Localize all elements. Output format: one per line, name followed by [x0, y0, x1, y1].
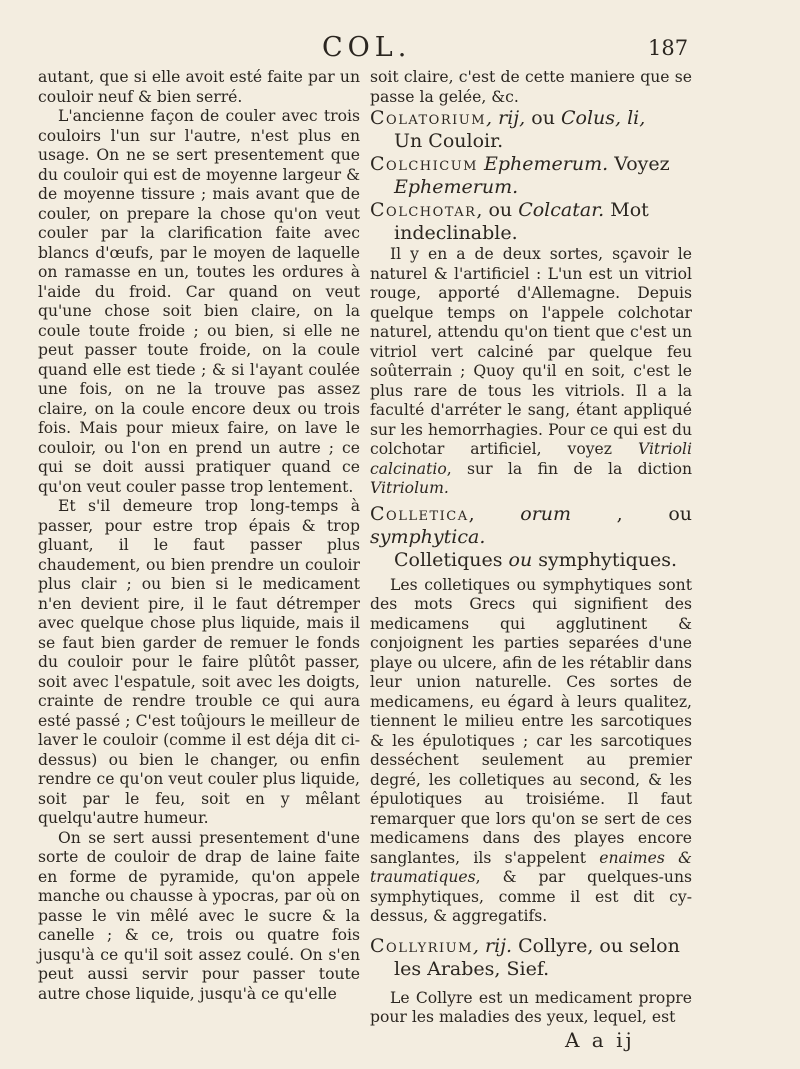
entry-or: ou [531, 107, 561, 129]
page-number: 187 [648, 36, 689, 60]
paragraph: On se sert aussi presentement d'une sorte de couloir de drap de laine faite en forme de pyramide, qu'on appele manche ou chausse à ypocras, par où on passe le vin mêlé avec le sucre & la canelle ; & ce, trois ou quatre fois jusqu'à ce qu'il soit assez coulé. On s'en peut aussi servir pour passer toute autre chose liquide, jusqu'à ce qu'elle [38, 828, 360, 1003]
gloss-part: symphytiques. [532, 548, 678, 571]
entry-colatorium [370, 107, 692, 153]
paragraph: Et s'il demeure trop long-temps à passer, pour estre trop épais & trop gluant, il le faut passer plus chaudement, ou bien prendre un couloir plus clair ; ou bien si le medicament n'en devient pire, il le faut détremper avec quelque chose plus liquide, mais il se faut bien garder de remuer le fonds du couloir pour le faire plûtôt passer, soit avec l'espatule, soit avec les doigts, crainte de rendre trouble ce qui aura esté passé ; C'est toûjours le meilleur de laver le couloir (comme il est déja dit ci-dessus) ou bien le changer, ou enfin rendre ce qu'on veut couler plus liquide, soit par le feu, soit en y mêlant quelqu'autre humeur. [38, 497, 360, 827]
entry-term: Collyrium [370, 934, 473, 957]
entry-ref: Ephemerum. [394, 176, 519, 198]
paragraph: L'ancienne façon de couler avec trois couloirs l'un sur l'autre, n'est plus en usage. On ne se sert presentement que du couloir qui est de moyenne largeur & de moyenne tissure ; mais avant que de couler, on prepare la chose qu'on veut couler par la clarification faite avec blancs d'œufs, par le moyen de laquelle on ramasse en un, toutes les ordures à l'aide du froid. Car quand on veut qu'une chose soit bien claire, on la coule toute froide ; ou bien, si elle ne peut passer toute froide, on la coule quand elle est tiede ; & si l'ayant coulée une fois, on ne la trouve pas assez claire, on la coule encore deux ou trois fois. Mais pour mieux faire, on lave le couloir, ou l'on en prend un autre ; ce qui se doit aussi pratiquer quand ce qu'on veut couler passe trop lentement. [38, 107, 360, 496]
text-run: Les colletiques ou symphytiques sont des mots Grecs qui signifient des medicamens qui agglutinent & conjoignent les parties separées d'une playe ou ulcere, afin de les rétablir dans leur union naturelle. Ces sortes de medicamens, eu égard à leurs qualitez, tiennent le milieu entre les sarcotiques & les épulotiques ; car les sarcotiques desséchent seulement au premier degré, les colletiques au second, & les épulotiques au troisiéme. Il faut remarquer que lors qu'on se sert de ces medicamens dans des playes encore sanglantes, ils s'appelent [370, 575, 692, 867]
running-title: COL. [322, 32, 412, 63]
entry-latin: Ephemerum. [477, 153, 609, 175]
text-run: Il y en a de deux sortes, sçavoir le naturel & l'artificiel : L'un est un vitriol rouge, apporté d'Allemagne. Depuis quelque temps on l'appele colchotar naturel, attendu qu'on tient que c'est un vitriol vert calciné par quelque feu soûterrain ; Quoy qu'il en soit, c'est le plus rare de tous les vitriols. Il a la faculté d'arréter le sang, étant appliqué sur les hemorrhagies. Pour ce qui est du colchotar artificiel, voyez [370, 245, 692, 458]
entry-alt: Colus [560, 107, 616, 129]
gloss-part: Colletiques [394, 548, 509, 571]
entry-collyrium [370, 935, 692, 981]
entry-abbr: , rij. [472, 934, 519, 957]
entry-plural: orum [520, 502, 572, 525]
signature-mark: A a ij [565, 1028, 635, 1052]
cross-reference: Vitrioli calcinatio [370, 440, 692, 478]
entry-term: Colchotar [370, 199, 477, 221]
running-head [0, 32, 800, 68]
entry-gloss [370, 549, 692, 572]
entry-gloss: Un Couloir. [394, 130, 504, 152]
entry-sep: , ou [571, 502, 692, 525]
entry-alt: Colcatar. [518, 199, 605, 221]
paragraph [370, 576, 692, 927]
text-run: , & par quelques-uns symphytiques, comme il est dit cy-dessus, & aggregatifs. [370, 868, 692, 925]
left-column [38, 68, 360, 1004]
italic-term: enaimes & traumatiques [370, 848, 692, 886]
cross-reference: Vitriolum. [370, 479, 449, 497]
paragraph: soit claire, c'est de cette maniere que se passe la gelée, &c. [370, 68, 692, 106]
entry-term: Colletica [370, 502, 469, 525]
entry-alt: symphytica. [370, 525, 486, 548]
entry-note-cont: indeclinable. [394, 222, 518, 244]
entry-see: Voyez [608, 153, 670, 175]
entry-colchicum [370, 153, 692, 199]
entry-alt-abbr: , li, [615, 107, 646, 129]
entry-sep: , [468, 502, 521, 525]
paragraph: autant, que si elle avoit esté faite par un couloir neuf & bien serré. [38, 68, 360, 106]
entry-colletica [370, 503, 692, 572]
text-run: , sur la fin de la diction [446, 459, 692, 478]
entry-note: Mot [604, 199, 649, 221]
gloss-or: ou [508, 548, 533, 571]
entry-abbr: , rij, [486, 107, 532, 129]
entry-gloss: Collyre, ou selon [518, 934, 680, 957]
paragraph [370, 245, 692, 499]
right-column [370, 68, 692, 1028]
entry-term: Colchicum [370, 153, 478, 175]
entry-gloss-cont: les Arabes, Sief. [394, 957, 550, 980]
entry-or: , ou [476, 199, 519, 221]
paragraph: Le Collyre est un medicament propre pour les maladies des yeux, lequel, est [370, 988, 692, 1026]
entry-colchotar [370, 199, 692, 245]
entry-term: Colatorium [370, 107, 487, 129]
